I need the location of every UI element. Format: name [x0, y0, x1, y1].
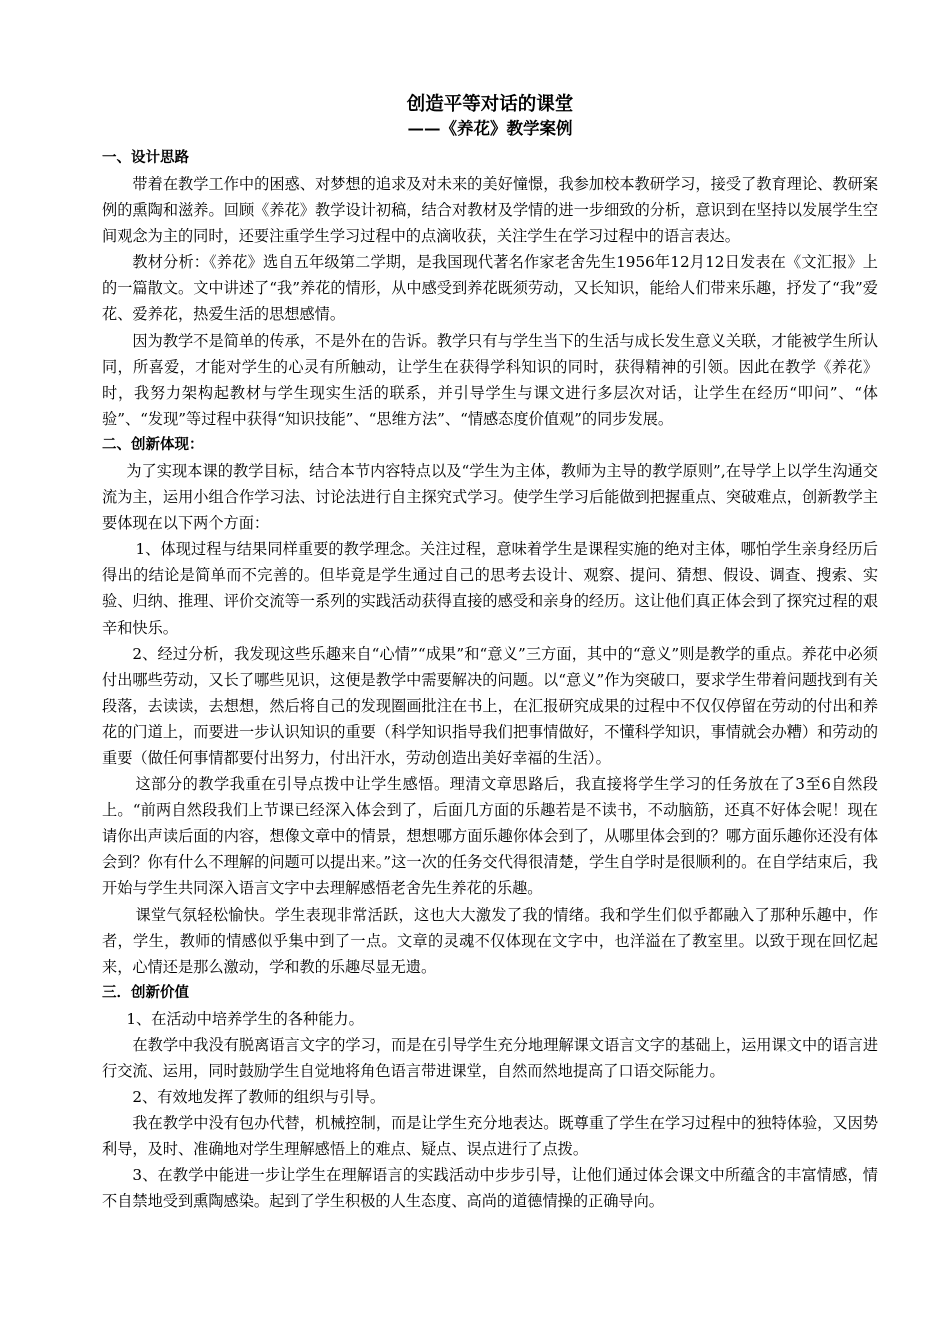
paragraph: 教材分析：《养花》选自五年级第二学期，是我国现代著名作家老舍先生1956年12月12日发表在《文汇报》上的一篇散文。文中讲述了“我”养花的情形，从中感受到养花既须劳动，又长知识，能给人们带来乐趣，抒发了“我”爱花、爱养花，热爱生活的思想感情。	[102, 253, 878, 324]
paragraph: 1、在活动中培养学生的各种能力。	[126, 1009, 364, 1028]
paragraph: 我在教学中没有包办代替，机械控制，而是让学生充分地表达。既尊重了学生在学习过程中的独特体验，又因势利导，及时、准确地对学生理解感悟上的难点、疑点、误点进行了点拨。	[102, 1114, 878, 1159]
section-heading: 三．创新价值	[102, 984, 189, 1001]
paragraph: 课堂气氛轻松愉快。学生表现非常活跃，这也大大激发了我的情绪。我和学生们似乎都融入了那种乐趣中，作者，学生，教师的情感似乎集中到了一点。文章的灵魂不仅体现在文字中，也洋溢在了教室里。以致于现在回忆起来，心情还是那么激动，学和教的乐趣尽显无遗。	[102, 905, 878, 976]
section-innovation	[102, 432, 878, 980]
section-design-idea	[102, 145, 878, 432]
paragraph: 因为教学不是简单的传承，不是外在的告诉。教学只有与学生当下的生活与成长发生意义关联，才能被学生所认同，所喜爱，才能对学生的心灵有所触动，让学生在获得学科知识的同时，获得精神的引领。因此在教学《养花》时，我努力架构起教材与学生现实生活的联系，并引导学生与课文进行多层次对话，让学生在经历“叩问”、“体验”、“发现”等过程中获得“知识技能”、“思维方法”、“情感态度价值观”的同步发展。	[102, 331, 878, 428]
section-heading: 一、设计思路	[102, 150, 189, 166]
document-page	[102, 92, 878, 1215]
paragraph: 2、经过分析，我发现这些乐趣来自“心情”“成果”和“意义”三方面，其中的“意义”则是教学的重点。养花中必须付出哪些劳动，又长了哪些见识，这便是教学中需要解决的问题。以“意义”作为突破口，要求学生带着问题找到有关段落，去读读，去想想，然后将自己的发现圈画批注在书上，在汇报研究成果的过程中不仅仅停留在劳动的付出和养花的门道上，而要进一步认识知识的重要（科学知识指导我们把事情做好，不懂科学知识，事情就会办糟）和劳动的重要（做任何事情都要付出努力，付出汗水，劳动创造出美好幸福的生活）。	[102, 644, 878, 767]
section-value	[102, 980, 878, 1215]
paragraph: 带着在教学工作中的困惑、对梦想的追求及对未来的美好憧憬，我参加校本教研学习，接受了教育理论、教研案例的熏陶和滋养。回顾《养花》教学设计初稿，结合对教材及学情的进一步细致的分析，意识到在坚持以发展学生空间观念为主的同时，还要注重学生学习过程中的点滴收获，关注学生在学习过程中的语言表达。	[102, 175, 878, 246]
paragraph: 这部分的教学我重在引导点拨中让学生感悟。理清文章思路后，我直接将学生学习的任务放在了3至6自然段上。“前两自然段我们上节课已经深入体会到了，后面几方面的乐趣若是不读书，不动脑筋，还真不好体会呢！现在请你出声读后面的内容，想像文章中的情景，想想哪方面乐趣你体会到了，从哪里体会到的？哪方面乐趣你还没有体会到？你有什么不理解的问题可以提出来。”这一次的任务交代得很清楚，学生自学时是很顺利的。在自学结束后，我开始与学生共同深入语言文字中去理解感悟老舍先生养花的乐趣。	[102, 775, 878, 898]
paragraph: 在教学中我没有脱离语言文字的学习，而是在引导学生充分地理解课文语言文字的基础上，运用课文中的语言进行交流、运用，同时鼓励学生自觉地将角色语言带进课堂，自然而然地提高了口语交际能力。	[102, 1035, 878, 1080]
paragraph: 3、在教学中能进一步让学生在理解语言的实践活动中步步引导，让他们通过体会课文中所蕴含的丰富情感，情不自禁地受到熏陶感染。起到了学生积极的人生态度、高尚的道德情操的正确导向。	[102, 1166, 878, 1211]
section-heading: 二、创新体现：	[102, 436, 204, 453]
paragraph: 为了实现本课的教学目标，结合本节内容特点以及“学生为主体，教师为主导的教学原则”,在导学上以学生沟通交流为主，运用小组合作学习法、讨论法进行自主探究式学习。使学生学习后能做到把握重点、突破难点，创新教学主要体现在以下两个方面：	[102, 461, 878, 533]
document-subtitle: ——《养花》教学案例	[407, 119, 573, 138]
paragraph: 2、有效地发挥了教师的组织与引导。	[132, 1088, 386, 1107]
paragraph: 1、体现过程与结果同样重要的教学理念。关注过程，意味着学生是课程实施的绝对主体，哪怕学生亲身经历后得出的结论是简单而不完善的。但毕竟是学生通过自己的思考去设计、观察、提问、猜想、假设、调查、搜索、实验、归纳、推理、评价交流等一系列的实践活动获得直接的感受和亲身的经历。这让他们真正体会到了探究过程的艰辛和快乐。	[102, 540, 878, 637]
document-title: 创造平等对话的课堂	[406, 94, 574, 115]
